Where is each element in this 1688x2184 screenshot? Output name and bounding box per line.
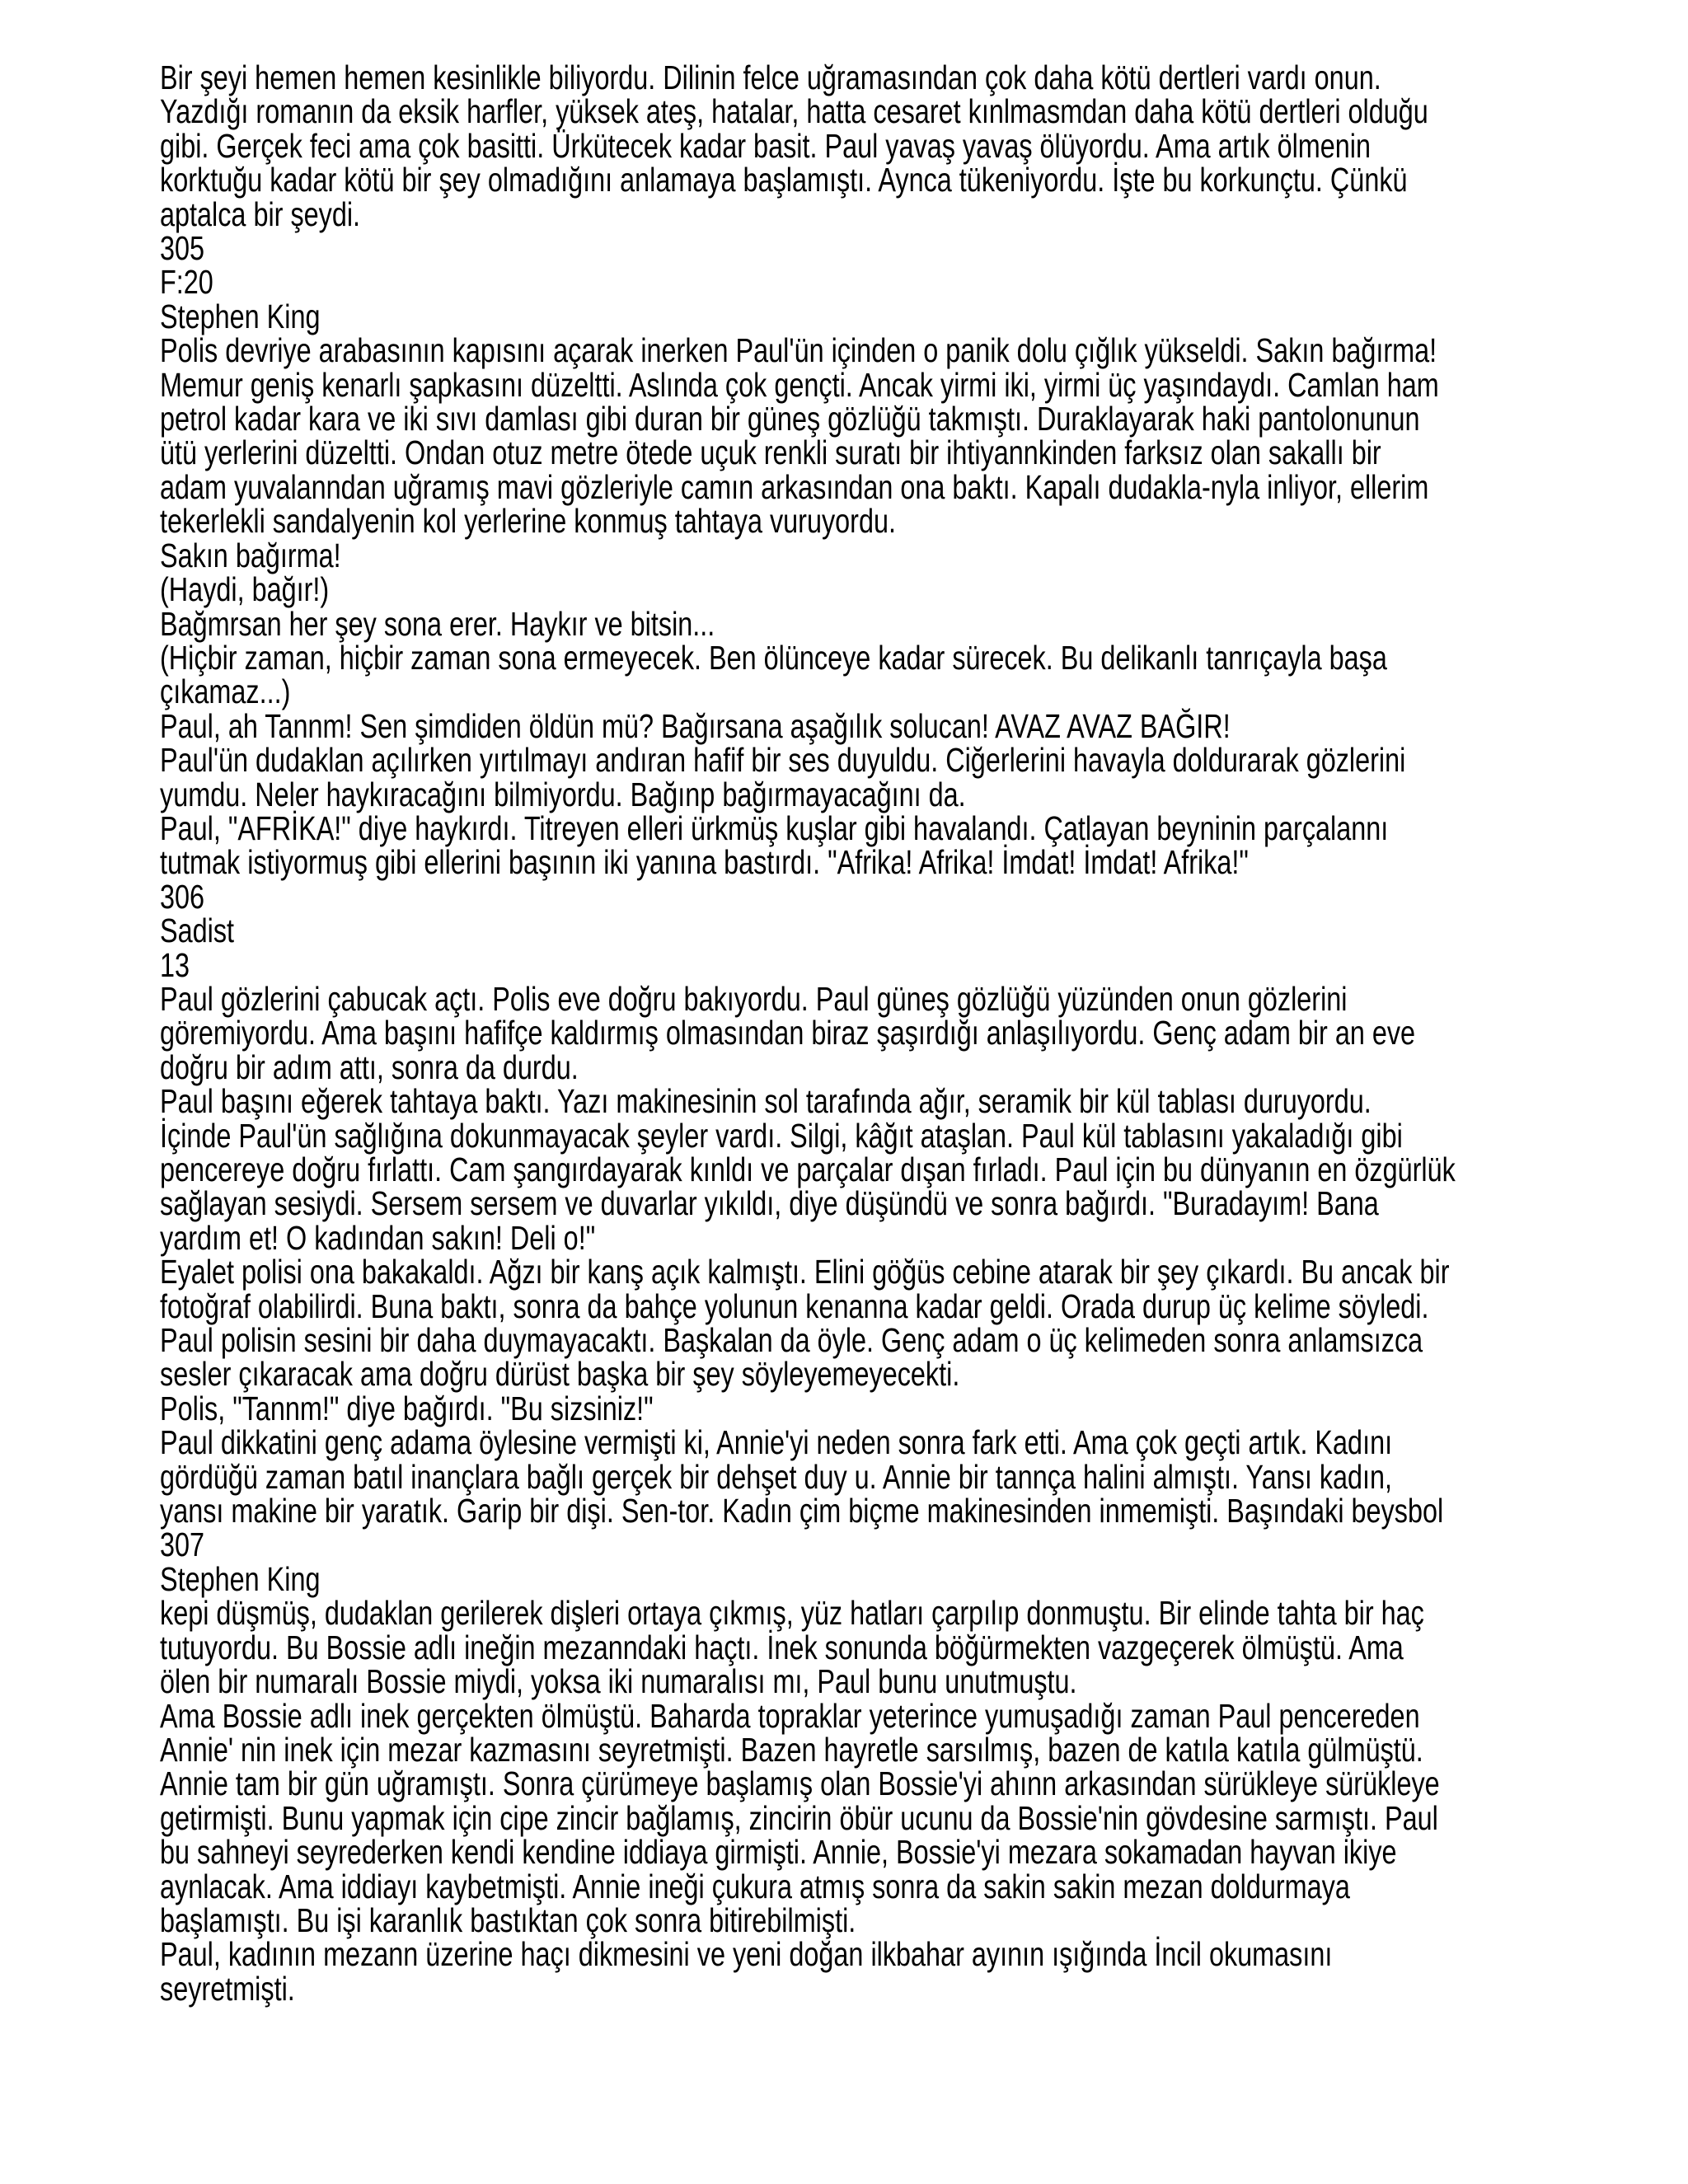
text-line: seyretmişti. (160, 1969, 295, 2008)
text-line: kepi düşmüş, dudaklan gerilerek dişleri ortaya çıkmış, yüz hatları çarpılıp donmuştu. Bir elinde tahta bir haç (160, 1594, 1424, 1633)
text-line: (Hiçbir zaman, hiçbir zaman sona ermeyecek. Ben ölünceye kadar sürecek. Bu delikanlı tanrıçayla başa (160, 638, 1387, 677)
text-line: 13 (160, 945, 190, 984)
text-line: Paul'ün dudaklan açılırken yırtılmayı andıran hafif bir ses duyuldu. Ciğerlerini havayla doldurarak gözlerini (160, 741, 1406, 780)
text-line: fotoğraf olabilirdi. Buna baktı, sonra da bahçe yolunun kenanna kadar geldi. Orada durup üç kelime söyledi. (160, 1286, 1429, 1325)
text-line: ölen bir numaralı Bossie miydi, yoksa iki numaralısı mı, Paul bunu unutmuştu. (160, 1662, 1077, 1701)
text-line: çıkamaz...) (160, 673, 291, 711)
text-line: Sadist (160, 912, 235, 950)
text-line: bu sahneyi seyrederken kendi kendine iddiaya girmişti. Annie, Bossie'yi mezara sokamadan hayvan ikiye (160, 1833, 1397, 1872)
text-line: 306 (160, 877, 205, 916)
text-line: tutuyordu. Bu Bossie adlı ineğin mezanndaki haçtı. İnek sonunda böğürmekten vazgeçerek ölmüştü. Ama (160, 1628, 1404, 1666)
text-line: getirmişti. Bunu yapmak için cipe zincir bağlamış, zincirin öbür ucunu da Bossie'nin gövdesine sarmıştı. Paul (160, 1798, 1438, 1837)
text-line: yardım et! O kadından sakın! Deli o!" (160, 1218, 596, 1257)
text-line: tekerlekli sandalyenin kol yerlerine konmuş tahtaya vuruyordu. (160, 502, 896, 541)
text-line: Eyalet polisi ona bakakaldı. Ağzı bir kanş açık kalmıştı. Elini göğüs cebine atarak bir şey çıkardı. Bu ancak bir (160, 1253, 1450, 1291)
text-line: başlamıştı. Bu işi karanlık bastıktan çok sonra bitirebilmişti. (160, 1900, 856, 1939)
text-line: Stephen King (160, 297, 321, 335)
text-line: Yazdığı romanın da eksik harfler, yüksek ateş, hatalar, hatta cesaret kınlmasmdan daha kötü dertleri olduğu (160, 92, 1428, 131)
text-line: korktuğu kadar kötü bir şey olmadığını anlamaya başlamıştı. Aynca tükeniyordu. İşte bu korkunçtu. Çünkü (160, 161, 1408, 199)
text-line: aptalca bir şeydi. (160, 194, 361, 233)
text-line: Memur geniş kenarlı şapkasını düzeltti. Aslında çok gençti. Ancak yirmi iki, yirmi üç yaşındaydı. Camlan ham (160, 365, 1439, 404)
text-line: (Haydi, bağır!) (160, 570, 330, 609)
text-line: tutmak istiyormuş gibi ellerini başının iki yanına bastırdı. "Afrika! Afrika! İmdat! İmdat! Afrika!" (160, 843, 1249, 882)
text-line: 307 (160, 1526, 205, 1564)
text-line: aynlacak. Ama iddiayı kaybetmişti. Annie ineği çukura atmış sonra da sakin sakin mezan doldurmaya (160, 1867, 1350, 1905)
text-line: Paul başını eğerek tahtaya baktı. Yazı makinesinin sol tarafında ağır, seramik bir kül tablası duruyordu. (160, 1082, 1372, 1121)
text-line: Paul, ah Tannm! Sen şimdiden öldün mü? Bağırsana aşağılık solucan! AVAZ AVAZ BAĞIR! (160, 706, 1231, 745)
text-line: Stephen King (160, 1559, 321, 1598)
text-line: Annie tam bir gün uğramıştı. Sonra çürümeye başlamış olan Bossie'yi ahınn arkasından sürükleye sürükleye (160, 1765, 1440, 1803)
text-line: Paul, "AFRİKA!" diye haykırdı. Titreyen elleri ürkmüş kuşlar gibi havalandı. Çatlayan beyninin parçalannı (160, 808, 1389, 847)
text-line: petrol kadar kara ve iki sıvı damlası gibi duran bir güneş gözlüğü takmıştı. Duraklayarak haki pantolonunun (160, 400, 1420, 438)
text-line: Paul, kadının mezann üzerine haçı dikmesini ve yeni doğan ilkbahar ayının ışığında İncil okumasını (160, 1935, 1333, 1974)
text-line: sağlayan sesiydi. Sersem sersem ve duvarlar yıkıldı, diye düşündü ve sonra bağırdı. "Buradayım! Bana (160, 1184, 1379, 1223)
text-line: yansı makine bir yaratık. Garip bir dişi. Sen-tor. Kadın çim biçme makinesinden inmemişti. Başındaki beysbol (160, 1492, 1444, 1530)
text-line: Paul gözlerini çabucak açtı. Polis eve doğru bakıyordu. Paul güneş gözlüğü yüzünden onun gözlerini (160, 979, 1348, 1018)
text-line: Sakın bağırma! (160, 536, 341, 574)
text-line: Paul polisin sesini bir daha duymayacaktı. Başkalan da öyle. Genç adam o üç kelimeden sonra anlamsızca (160, 1321, 1423, 1360)
text-line: Ama Bossie adlı inek gerçekten ölmüştü. Baharda topraklar yeterince yumuşadığı zaman Paul pencereden (160, 1696, 1420, 1735)
text-line: göremiyordu. Ama başını hafifçe kaldırmış olmasından biraz şaşırdığı anlaşılıyordu. Genç adam bir an eve (160, 1014, 1416, 1052)
text-line: Paul dikkatini genç adama öylesine vermişti ki, Annie'yi neden sonra fark etti. Ama çok geçti artık. Kadını (160, 1423, 1393, 1462)
text-line: 305 (160, 229, 205, 268)
text-line: gördüğü zaman batıl inançlara bağlı gerçek bir dehşet duy u. Annie bir tannça halini almıştı. Yansı kadın, (160, 1457, 1393, 1496)
text-line: Polis, "Tannm!" diye bağırdı. "Bu sizsiniz!" (160, 1389, 654, 1427)
text-line: doğru bir adım attı, sonra da durdu. (160, 1047, 579, 1086)
text-line: F:20 (160, 263, 213, 302)
text-line: pencereye doğru fırlattı. Cam şangırdayarak kınldı ve parçalar dışan fırladı. Paul için bu dünyanın en özgürlük (160, 1151, 1456, 1188)
text-line: ütü yerlerini düzeltti. Ondan otuz metre ötede uçuk renkli suratı bir ihtiyannkinden farksız olan sakallı bir (160, 434, 1381, 472)
text-line: adam yuvalanndan uğramış mavi gözleriyle camın arkasından ona baktı. Kapalı dudakla-nyla inliyor, ellerim (160, 467, 1429, 506)
text-block (160, 61, 1688, 2006)
text-line: İçinde Paul'ün sağlığına dokunmayacak şeyler vardı. Silgi, kâğıt ataşlan. Paul kül tablasını yakaladığı gibi (160, 1116, 1403, 1155)
text-line: gibi. Gerçek feci ama çok basitti. Ürkütecek kadar basit. Paul yavaş yavaş ölüyordu. Ama artık ölmenin (160, 126, 1372, 165)
text-line: yumdu. Neler haykıracağını bilmiyordu. Bağınp bağırmayacağını da. (160, 775, 966, 813)
text-line: sesler çıkaracak ama doğru dürüst başka bir şey söyleyemeyecekti. (160, 1355, 960, 1394)
text-line: Bağmrsan her şey sona erer. Haykır ve bitsin... (160, 604, 715, 643)
text-line: Annie' nin inek için mezar kazmasını seyretmişti. Bazen hayretle sarsılmış, bazen de katıla katıla gülmüştü. (160, 1730, 1423, 1769)
text-line: Polis devriye arabasının kapısını açarak inerken Paul'ün içinden o panik dolu çığlık yükseldi. Sakın bağırma! (160, 331, 1437, 370)
text-line: Bir şeyi hemen hemen kesinlikle biliyordu. Dilinin felce uğramasından çok daha kötü dertleri vardı onun. (160, 59, 1381, 96)
